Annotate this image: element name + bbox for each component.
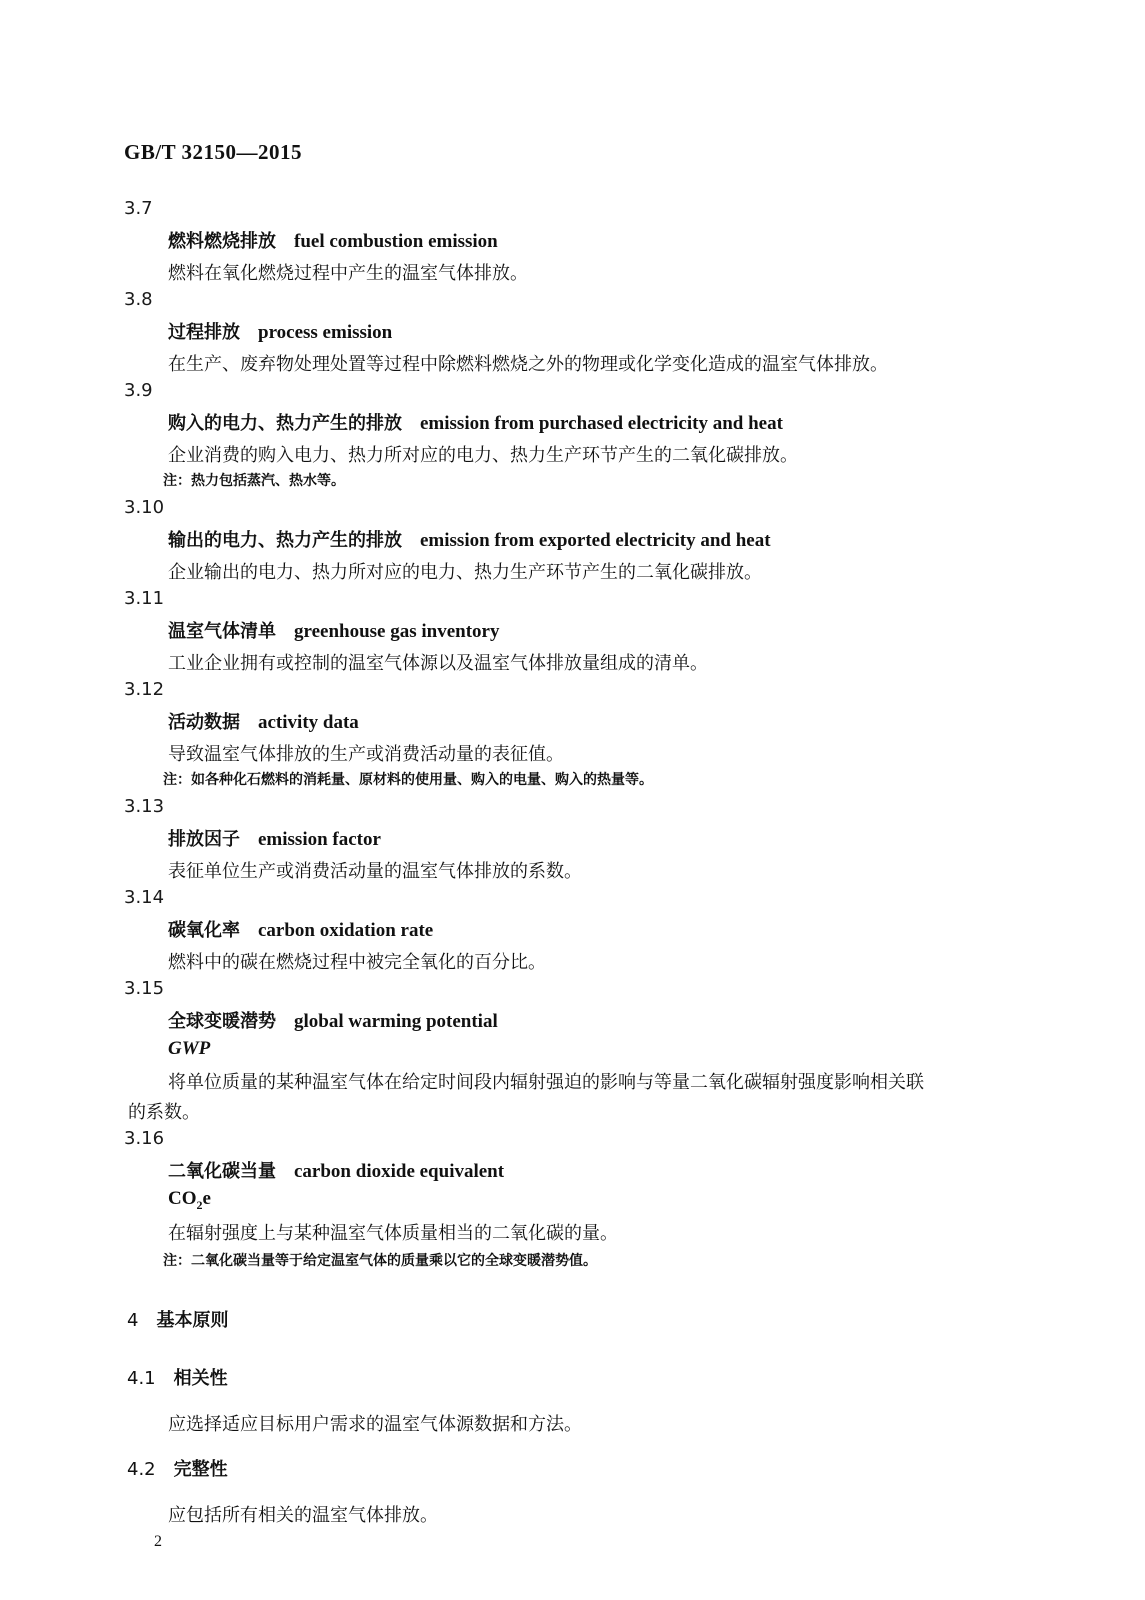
section-heading [127,1306,228,1332]
clause-number: 3.7 [124,198,153,219]
clause-number: 3.9 [124,380,153,401]
term-title [168,526,771,552]
clause-number: 3.12 [124,679,165,700]
term-definition: 将单位质量的某种温室气体在给定时间段内辐射强迫的影响与等量二氧化碳辐射强度影响相关联 [168,1072,924,1093]
term-en: carbon oxidation rate [258,920,434,941]
term-note: 注：如各种化石燃料的消耗量、原材料的使用量、购入的电量、购入的热量等。 [163,772,653,788]
term-zh: 购入的电力、热力产生的排放 [168,413,402,434]
clause-number: 3.14 [124,887,165,908]
term-en: emission from exported electricity and heat [420,530,771,551]
subsection-heading [127,1455,228,1481]
subsection-heading [127,1364,228,1390]
term-abbreviation [168,1188,211,1213]
term-title [168,708,359,734]
page-number: 2 [154,1533,162,1550]
term-note: 注：热力包括蒸汽、热水等。 [163,473,345,489]
term-note: 注：二氧化碳当量等于给定温室气体的质量乘以它的全球变暖潜势值。 [163,1253,597,1269]
term-definition: 在生产、废弃物处理处置等过程中除燃料燃烧之外的物理或化学变化造成的温室气体排放。 [168,354,888,375]
term-definition: 企业消费的购入电力、热力所对应的电力、热力生产环节产生的二氧化碳排放。 [168,445,798,466]
section-title: 基本原则 [156,1310,229,1331]
term-definition: 导致温室气体排放的生产或消费活动量的表征值。 [168,744,564,765]
section-text: 应包括所有相关的温室气体排放。 [168,1505,438,1526]
term-zh: 二氧化碳当量 [168,1161,276,1182]
term-zh: 排放因子 [168,829,240,850]
abbr-subscript: 2 [196,1197,203,1212]
abbr-tail: e [202,1188,211,1209]
term-definition: 企业输出的电力、热力所对应的电力、热力生产环节产生的二氧化碳排放。 [168,562,762,583]
term-en: activity data [258,712,359,733]
term-en: emission from purchased electricity and heat [420,413,783,434]
term-title [168,1007,498,1033]
section-title: 相关性 [173,1368,228,1389]
clause-number: 3.11 [124,588,165,609]
section-number: 4.1 [127,1368,156,1389]
term-zh: 过程排放 [168,322,240,343]
term-abbreviation: GWP [168,1038,211,1059]
term-en: process emission [258,322,393,343]
clause-number: 3.15 [124,978,165,999]
term-en: emission factor [258,829,381,850]
term-en: global warming potential [294,1011,498,1032]
term-en: fuel combustion emission [294,231,498,252]
section-number: 4 [127,1310,139,1331]
term-title [168,825,381,851]
term-title [168,1157,504,1183]
term-definition: 在辐射强度上与某种温室气体质量相当的二氧化碳的量。 [168,1223,618,1244]
term-zh: 输出的电力、热力产生的排放 [168,530,402,551]
term-zh: 碳氧化率 [168,920,240,941]
clause-number: 3.16 [124,1128,165,1149]
term-definition: 燃料在氧化燃烧过程中产生的温室气体排放。 [168,263,528,284]
term-zh: 全球变暖潜势 [168,1011,276,1032]
section-title: 完整性 [173,1459,228,1480]
term-title [168,318,392,344]
section-number: 4.2 [127,1459,156,1480]
section-text: 应选择适应目标用户需求的温室气体源数据和方法。 [168,1414,582,1435]
clause-number: 3.10 [124,497,165,518]
term-title [168,916,433,942]
term-definition: 工业企业拥有或控制的温室气体源以及温室气体排放量组成的清单。 [168,653,708,674]
term-title [168,227,498,253]
term-title [168,409,783,435]
term-en: greenhouse gas inventory [294,621,500,642]
clause-number: 3.13 [124,796,165,817]
term-definition: 表征单位生产或消费活动量的温室气体排放的系数。 [168,861,582,882]
term-zh: 温室气体清单 [168,621,276,642]
term-definition: 燃料中的碳在燃烧过程中被完全氧化的百分比。 [168,952,546,973]
term-zh: 燃料燃烧排放 [168,231,276,252]
term-title [168,617,499,643]
term-definition-continued: 的系数。 [128,1102,200,1123]
term-zh: 活动数据 [168,712,240,733]
abbr-main: CO [168,1188,197,1209]
clause-number: 3.8 [124,289,153,310]
standard-id: GB/T 32150—2015 [124,140,303,164]
term-en: carbon dioxide equivalent [294,1161,505,1182]
